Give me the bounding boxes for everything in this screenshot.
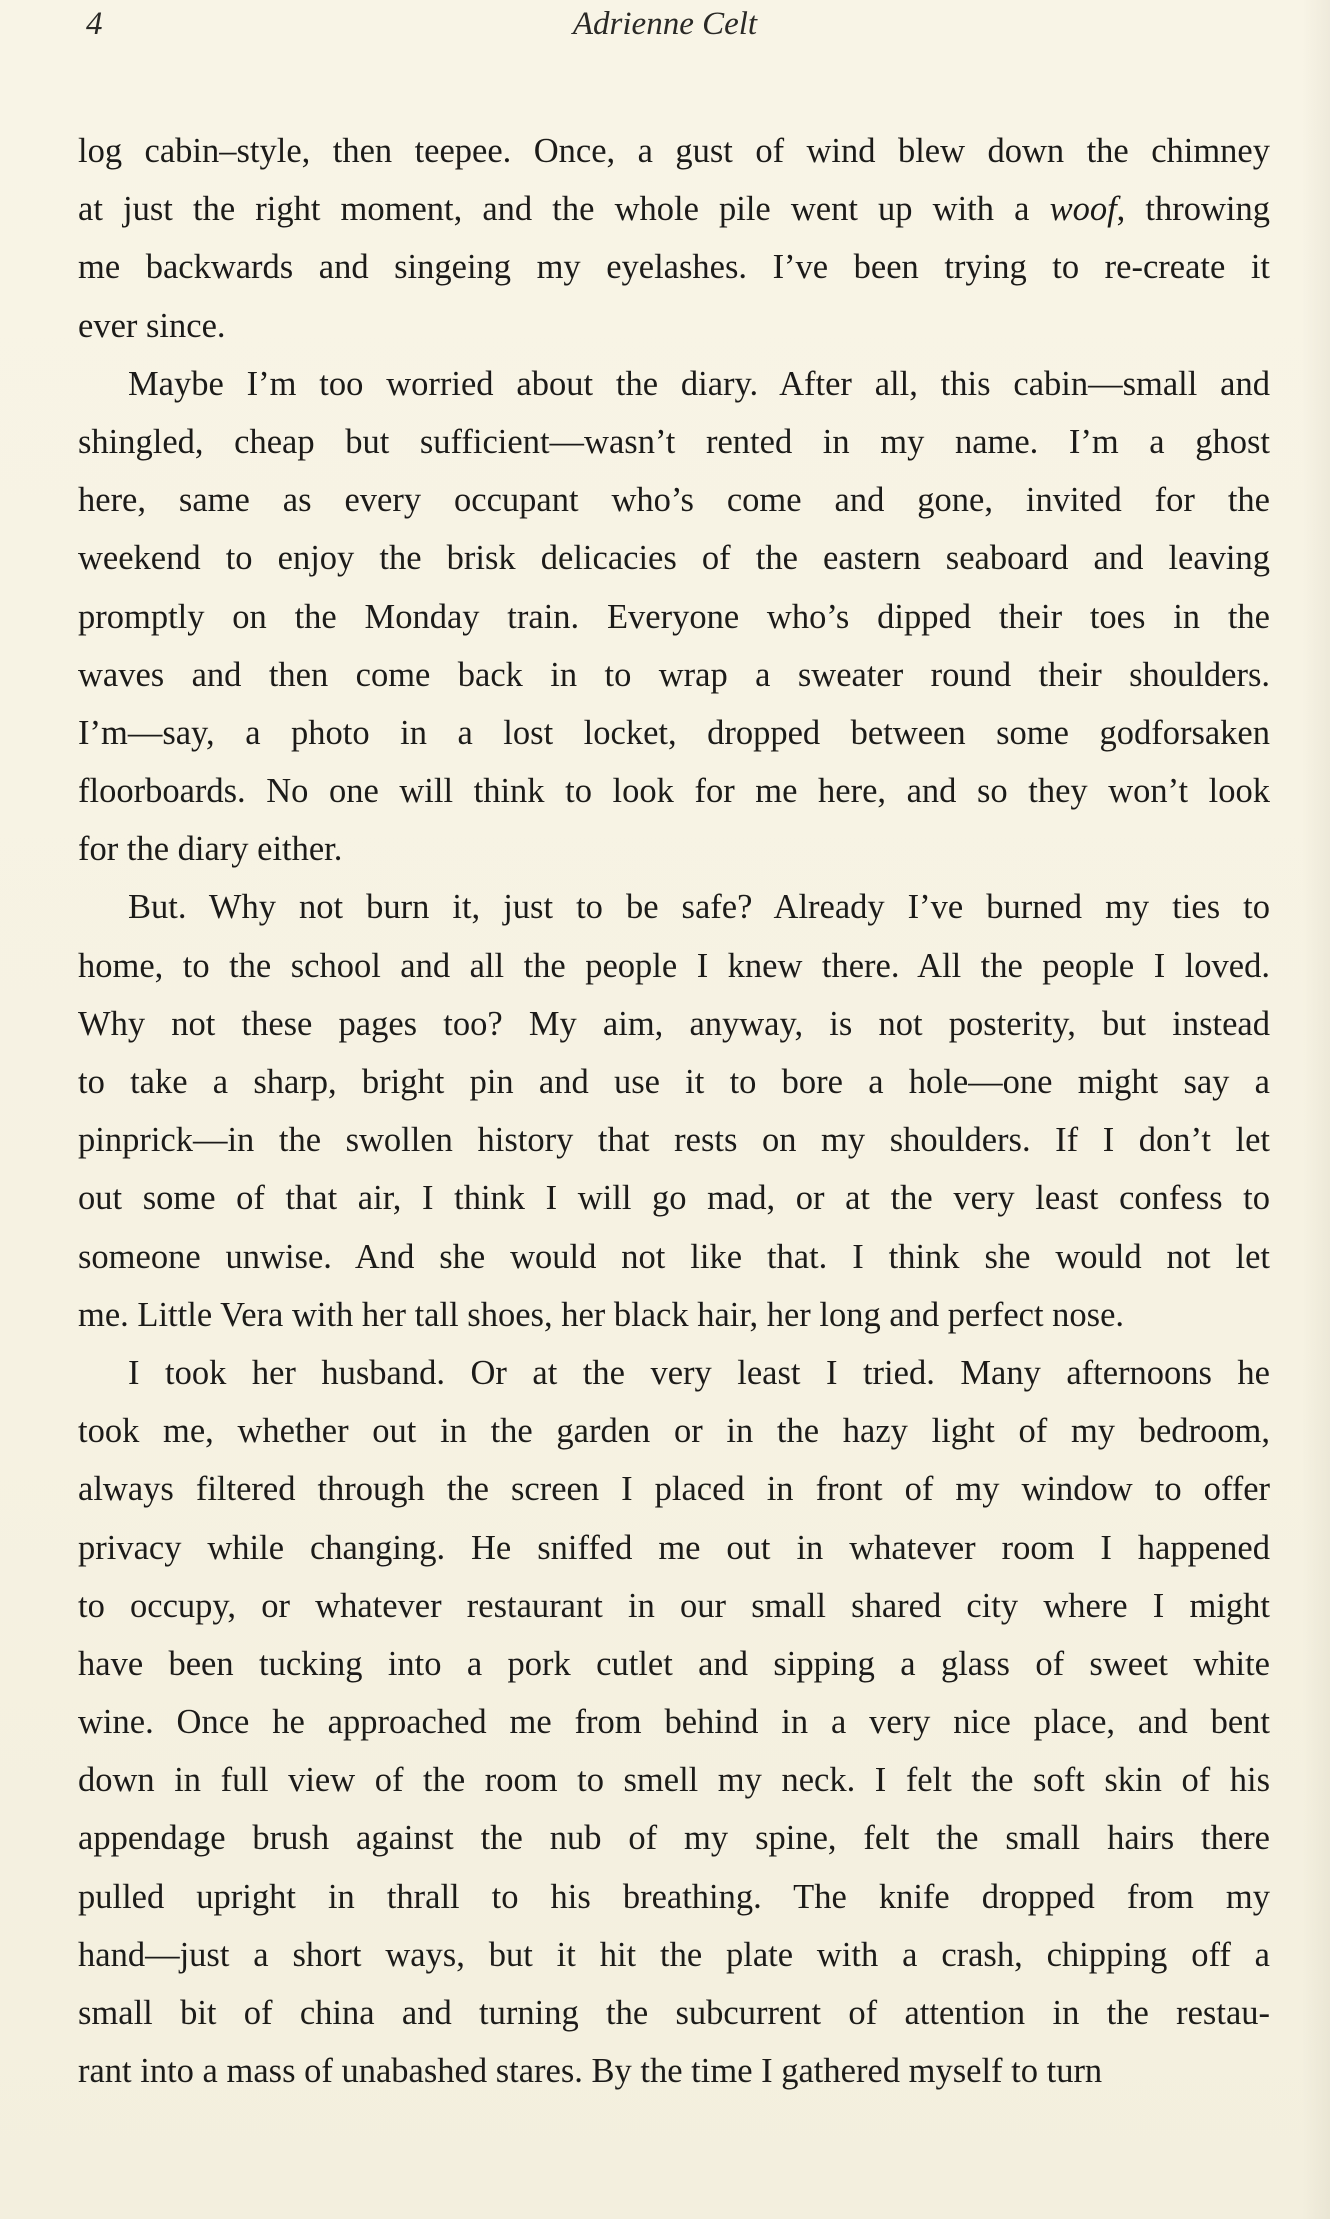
- text-line: wine. Once he approached me from behind in a very nice place, and bent: [78, 1703, 1270, 1742]
- text-line: me backwards and singeing my eyelashes. I’ve been trying to re-create it: [78, 248, 1270, 287]
- text-line: to occupy, or whatever restaurant in our small shared city where I might: [78, 1586, 1270, 1625]
- text-line: shingled, cheap but sufficient—wasn’t rented in my name. I’m a ghost: [78, 422, 1270, 461]
- text-line: I’m—say, a photo in a lost locket, dropped between some godforsaken: [78, 713, 1270, 752]
- text-line: Why not these pages too? My aim, anyway, is not posterity, but instead: [78, 1004, 1270, 1043]
- text-line: me. Little Vera with her tall shoes, her black hair, her long and perfect nose.: [78, 1295, 1125, 1334]
- page-header: [0, 6, 1330, 46]
- text-line: for the diary either.: [78, 830, 343, 869]
- text-line: have been tucking into a pork cutlet and sipping a glass of sweet white: [78, 1644, 1270, 1683]
- text-line: privacy while changing. He sniffed me out in whatever room I happened: [78, 1528, 1270, 1567]
- text-line: appendage brush against the nub of my spine, felt the small hairs there: [78, 1819, 1270, 1858]
- text-line: here, same as every occupant who’s come and gone, invited for the: [78, 481, 1270, 520]
- text-line: But. Why not burn it, just to be safe? Already I’ve burned my ties to: [128, 888, 1270, 927]
- text-line: at just the right moment, and the whole pile went up with a woof, throwing: [78, 190, 1270, 229]
- text-line: someone unwise. And she would not like that. I think she would not let: [78, 1237, 1270, 1276]
- text-line: I took her husband. Or at the very least I tried. Many afternoons he: [128, 1353, 1270, 1392]
- text-line: pinprick—in the swollen history that rests on my shoulders. If I don’t let: [78, 1121, 1270, 1160]
- text-line: always filtered through the screen I placed in front of my window to offer: [78, 1470, 1270, 1509]
- page-edge-shading: [1302, 0, 1330, 2219]
- text-line: small bit of china and turning the subcurrent of attention in the restau-: [78, 1994, 1270, 2032]
- text-line: out some of that air, I think I will go mad, or at the very least confess to: [78, 1179, 1270, 1218]
- text-line: rant into a mass of unabashed stares. By the time I gathered myself to turn: [78, 2052, 1103, 2091]
- text-line: weekend to enjoy the brisk delicacies of the eastern seaboard and leaving: [78, 539, 1270, 578]
- body-text: [78, 122, 1270, 2100]
- text-line: to take a sharp, bright pin and use it to bore a hole—one might say a: [78, 1063, 1270, 1101]
- text-line: waves and then come back in to wrap a sweater round their shoulders.: [78, 655, 1270, 694]
- text-line: home, to the school and all the people I knew there. All the people I loved.: [78, 946, 1270, 985]
- text-line: Maybe I’m too worried about the diary. After all, this cabin—small and: [128, 364, 1270, 403]
- text-line: pulled upright in thrall to his breathing. The knife dropped from my: [78, 1877, 1270, 1916]
- text-line: log cabin–style, then teepee. Once, a gust of wind blew down the chimney: [78, 132, 1270, 170]
- page-number: 4: [86, 6, 103, 42]
- text-line: hand—just a short ways, but it hit the plate with a crash, chipping off a: [78, 1935, 1270, 1974]
- text-line: promptly on the Monday train. Everyone who’s dipped their toes in the: [78, 597, 1270, 636]
- text-line: down in full view of the room to smell my neck. I felt the soft skin of his: [78, 1761, 1270, 1800]
- text-line: took me, whether out in the garden or in the hazy light of my bedroom,: [78, 1412, 1270, 1451]
- text-line: floorboards. No one will think to look for me here, and so they won’t look: [78, 772, 1270, 811]
- text-line: ever since.: [78, 306, 226, 345]
- running-head-author: Adrienne Celt: [572, 6, 758, 42]
